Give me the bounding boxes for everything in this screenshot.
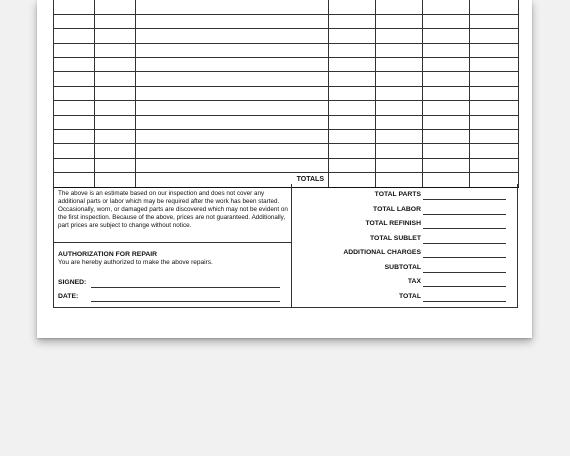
table-cell[interactable] — [136, 86, 329, 100]
table-row — [54, 72, 519, 86]
table-cell[interactable] — [423, 58, 470, 72]
table-cell[interactable] — [54, 115, 95, 129]
authorization-title: AUTHORIZATION FOR REPAIR — [58, 251, 158, 258]
table-cell[interactable] — [329, 86, 376, 100]
table-cell[interactable] — [329, 43, 376, 57]
table-row — [54, 101, 519, 115]
table-cell[interactable] — [136, 58, 329, 72]
table-cell[interactable] — [376, 43, 423, 57]
summary-label: TOTAL REFINISH — [365, 220, 421, 227]
table-cell[interactable] — [54, 144, 95, 158]
summary-label: TAX — [407, 278, 421, 285]
table-cell[interactable] — [376, 115, 423, 129]
table-cell[interactable] — [329, 144, 376, 158]
table-cell[interactable] — [470, 130, 519, 144]
table-cell[interactable] — [95, 29, 136, 43]
table-cell[interactable] — [329, 101, 376, 115]
table-cell[interactable] — [376, 58, 423, 72]
table-cell[interactable] — [54, 58, 95, 72]
table-cell[interactable] — [423, 43, 470, 57]
table-cell[interactable] — [329, 130, 376, 144]
table-row — [54, 130, 519, 144]
table-cell[interactable] — [376, 0, 423, 14]
table-cell[interactable] — [470, 72, 519, 86]
table-cell[interactable] — [376, 29, 423, 43]
estimate-line-items-table — [53, 0, 519, 188]
table-cell[interactable] — [329, 158, 376, 172]
table-cell[interactable] — [136, 43, 329, 57]
summary-row-total-parts — [292, 191, 519, 203]
table-cell[interactable] — [95, 115, 136, 129]
table-cell[interactable] — [376, 144, 423, 158]
table-cell[interactable] — [423, 86, 470, 100]
estimate-disclaimer: The above is an estimate based on our inspection and does not cover any additional parts or labor which may be required after the work has been started. Occasionally, worn, or damaged parts are discovered which may not be evident on the first inspection. Because of the above, prices are not guaranteed. Additionally, part prices are subject to change without notice. — [58, 190, 288, 229]
totals-label: TOTALS — [136, 173, 329, 187]
table-cell[interactable] — [136, 101, 329, 115]
table-cell[interactable] — [136, 115, 329, 129]
table-cell[interactable] — [470, 14, 519, 28]
date-line[interactable] — [91, 301, 280, 302]
table-cell[interactable] — [95, 43, 136, 57]
authorization-text: You are hereby authorized to make the above repairs. — [58, 259, 213, 266]
table-cell[interactable] — [54, 0, 95, 14]
table-cell[interactable] — [329, 58, 376, 72]
table-cell[interactable] — [470, 0, 519, 14]
table-cell[interactable] — [376, 101, 423, 115]
table-cell[interactable] — [329, 0, 376, 14]
table-cell[interactable] — [54, 14, 95, 28]
summary-label: ADDITIONAL CHARGES — [343, 249, 421, 256]
table-cell[interactable] — [136, 14, 329, 28]
table-row — [54, 0, 519, 14]
table-cell[interactable] — [470, 29, 519, 43]
summary-row-total-sublet — [292, 235, 519, 247]
table-cell[interactable] — [376, 72, 423, 86]
summary-row-total-refinish — [292, 220, 519, 232]
table-cell[interactable] — [423, 72, 470, 86]
table-cell[interactable] — [376, 86, 423, 100]
summary-label: TOTAL — [398, 292, 421, 300]
summary-line[interactable] — [423, 257, 506, 258]
table-cell[interactable] — [470, 43, 519, 57]
table-cell[interactable] — [470, 58, 519, 72]
table-row — [54, 115, 519, 129]
table-cell[interactable] — [54, 29, 95, 43]
table-cell[interactable] — [376, 130, 423, 144]
table-cell[interactable] — [423, 101, 470, 115]
table-cell[interactable] — [470, 158, 519, 172]
table-cell[interactable] — [329, 115, 376, 129]
table-cell[interactable] — [136, 29, 329, 43]
table-cell[interactable] — [95, 101, 136, 115]
summary-line[interactable] — [423, 228, 506, 229]
table-cell[interactable] — [470, 144, 519, 158]
table-cell[interactable] — [95, 158, 136, 172]
table-cell[interactable] — [423, 115, 470, 129]
table-row — [54, 144, 519, 158]
summary-label: TOTAL LABOR — [373, 205, 421, 213]
table-cell[interactable] — [470, 115, 519, 129]
table-cell[interactable] — [423, 0, 470, 14]
table-cell[interactable] — [54, 101, 95, 115]
estimate-summary-section — [53, 184, 518, 308]
table-cell[interactable] — [95, 130, 136, 144]
table-cell[interactable] — [470, 101, 519, 115]
table-cell[interactable] — [136, 0, 329, 14]
summary-row-tax — [292, 278, 519, 290]
table-row — [54, 86, 519, 100]
table-cell[interactable] — [95, 144, 136, 158]
summary-row-additional-charges — [292, 249, 519, 261]
terms-column — [54, 184, 292, 307]
table-cell[interactable] — [95, 86, 136, 100]
table-cell[interactable] — [95, 58, 136, 72]
table-row — [54, 158, 519, 172]
table-cell[interactable] — [423, 29, 470, 43]
summary-row-total — [292, 293, 519, 305]
summary-line[interactable] — [423, 214, 506, 215]
table-cell[interactable] — [329, 29, 376, 43]
table-cell[interactable] — [470, 86, 519, 100]
table-cell[interactable] — [136, 158, 329, 172]
summary-line[interactable] — [423, 243, 506, 244]
summary-label: TOTAL PARTS — [374, 191, 421, 198]
signed-line[interactable] — [91, 287, 280, 288]
summary-label: TOTAL SUBLET — [370, 234, 421, 242]
table-row — [54, 14, 519, 28]
table-cell[interactable] — [54, 86, 95, 100]
table-cell[interactable] — [54, 158, 95, 172]
table-cell[interactable] — [136, 130, 329, 144]
summary-row-subtotal — [292, 264, 519, 276]
summary-line[interactable] — [423, 301, 506, 302]
table-row — [54, 58, 519, 72]
table-cell[interactable] — [54, 72, 95, 86]
signed-label: SIGNED: — [58, 279, 87, 286]
table-cell[interactable] — [136, 144, 329, 158]
table-cell[interactable] — [376, 14, 423, 28]
table-cell[interactable] — [423, 158, 470, 172]
table-cell[interactable] — [423, 144, 470, 158]
table-cell[interactable] — [423, 14, 470, 28]
summary-label: SUBTOTAL — [384, 263, 421, 271]
summary-line[interactable] — [423, 272, 506, 273]
table-cell[interactable] — [54, 130, 95, 144]
table-cell[interactable] — [136, 72, 329, 86]
authorization-box — [54, 242, 291, 308]
summary-line[interactable] — [423, 199, 506, 200]
table-cell[interactable] — [54, 43, 95, 57]
table-row — [54, 43, 519, 57]
table-cell[interactable] — [376, 158, 423, 172]
table-cell[interactable] — [95, 0, 136, 14]
summary-row-total-labor — [292, 206, 519, 218]
estimate-form-page — [37, 0, 532, 338]
table-cell[interactable] — [329, 72, 376, 86]
table-cell[interactable] — [423, 130, 470, 144]
date-label: DATE: — [58, 293, 79, 300]
summary-line[interactable] — [423, 286, 506, 287]
table-cell[interactable] — [95, 72, 136, 86]
table-cell[interactable] — [95, 14, 136, 28]
table-cell[interactable] — [329, 14, 376, 28]
table-row — [54, 29, 519, 43]
